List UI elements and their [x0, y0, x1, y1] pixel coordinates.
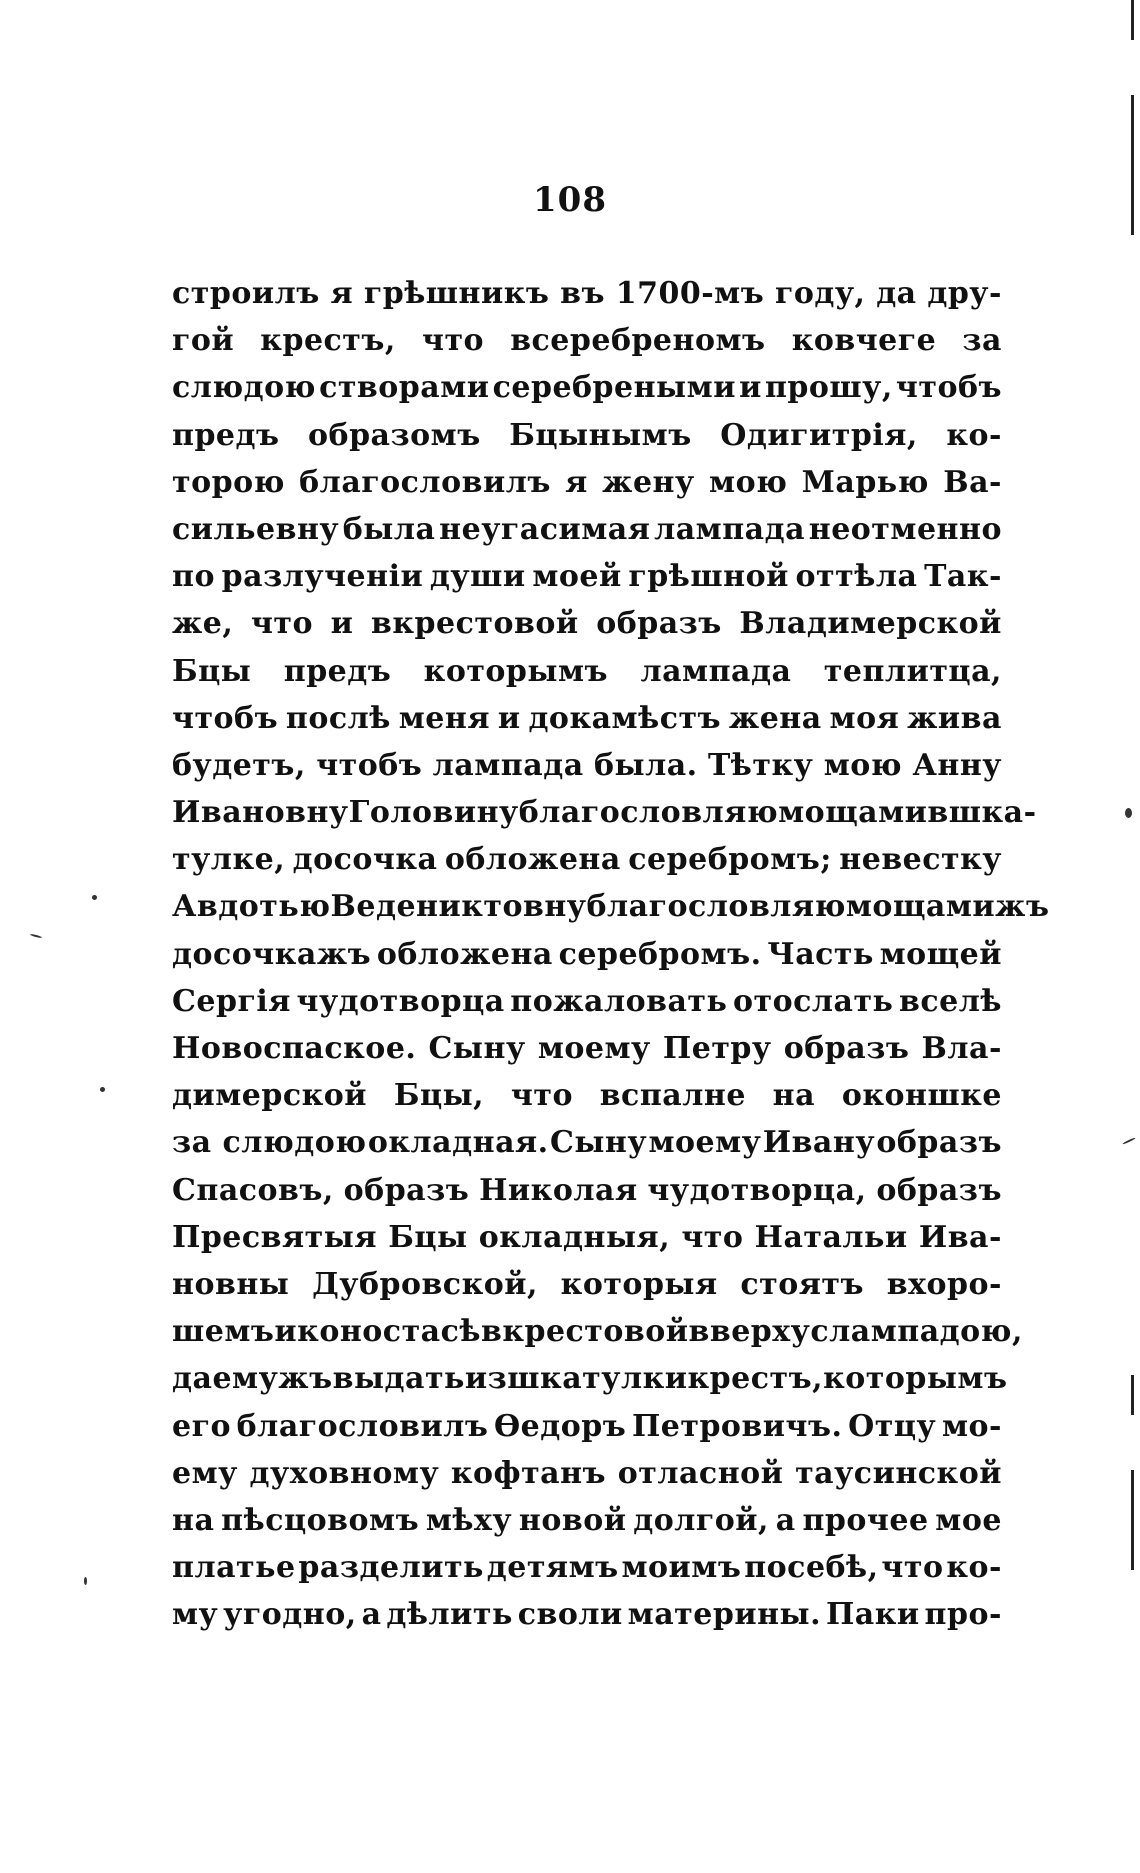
word: неотменно	[808, 511, 1002, 547]
word: была.	[594, 747, 698, 783]
word: кофтанъ	[450, 1455, 607, 1491]
word: жену	[602, 464, 695, 500]
text-line	[172, 1355, 1008, 1402]
text-line	[172, 600, 1002, 647]
scan-edge-mark	[1131, 1375, 1134, 1415]
word: окладныя,	[478, 1219, 671, 1255]
word: Сыну	[428, 1031, 526, 1066]
word: предъ	[283, 653, 392, 689]
word: оттѣла	[795, 559, 918, 595]
word: на	[772, 1078, 816, 1114]
word: образъ	[876, 1125, 1002, 1161]
word: чтобъ	[172, 700, 279, 736]
word: материны.	[627, 1597, 822, 1633]
text-line	[172, 506, 1002, 553]
word: гой	[172, 323, 235, 359]
word: иконостасѣ	[274, 1314, 481, 1350]
text-line	[172, 1072, 1002, 1119]
word: что	[881, 1550, 944, 1586]
word: образъ	[783, 1031, 910, 1066]
word: окладная.	[367, 1125, 549, 1161]
word: ковчеге	[791, 323, 937, 359]
word: Ѳедоръ	[494, 1408, 627, 1444]
word: разделить	[298, 1550, 484, 1586]
word: Сыну	[549, 1125, 648, 1161]
word: Вла-	[921, 1031, 1002, 1066]
word: таусинской	[795, 1455, 1002, 1491]
word: мо-	[941, 1408, 1002, 1444]
word: димерской	[172, 1078, 368, 1114]
word: лампада	[640, 653, 792, 689]
word: вшка-	[927, 795, 1037, 831]
text-line	[172, 648, 1002, 695]
text-line	[172, 1403, 1002, 1450]
word: я	[330, 276, 354, 311]
word: торою	[172, 464, 285, 500]
word: вселѣ	[899, 983, 1002, 1019]
word: дѣлить	[386, 1597, 513, 1633]
word: Николая	[479, 1172, 638, 1208]
text-line	[172, 1497, 1002, 1544]
page-number: 108	[533, 180, 607, 220]
word: 1700-мъ	[615, 276, 765, 311]
text-line	[172, 1261, 1002, 1308]
word: вхоро-	[886, 1266, 1002, 1302]
word: образъ	[596, 606, 722, 642]
word: жена	[728, 700, 822, 736]
word: Бцынымъ	[509, 417, 692, 453]
word: за слюдою	[172, 1125, 367, 1161]
text-line	[172, 1025, 1002, 1072]
word: благословляю	[586, 889, 846, 925]
word: грѣшной	[628, 559, 789, 595]
word: вверху	[688, 1314, 811, 1350]
scan-edge-mark	[1131, 0, 1134, 40]
text-line	[172, 553, 1002, 600]
word: Тѣтку	[707, 747, 814, 783]
word: а	[775, 1502, 796, 1538]
word: отласной	[617, 1455, 784, 1491]
word: мощей	[879, 936, 1002, 972]
word: моему	[537, 1031, 651, 1066]
text-line	[172, 364, 1002, 411]
word: мѣху	[425, 1502, 513, 1538]
word: духовному	[249, 1455, 440, 1491]
word: сильевну	[172, 511, 340, 547]
text-line	[172, 695, 1002, 742]
word: неугасимая	[439, 511, 651, 547]
word: обложена	[444, 842, 621, 878]
word: обложена	[376, 936, 553, 972]
word: серебромъ.	[558, 936, 762, 972]
word: благословилъ	[299, 464, 551, 500]
word: которымъ	[423, 653, 609, 689]
word: лампада	[654, 511, 806, 547]
scan-speck	[84, 1577, 87, 1585]
text-line	[172, 1544, 1002, 1591]
word: вкрестовой	[371, 606, 579, 642]
word: благословилъ	[236, 1408, 489, 1444]
word: шемъ	[172, 1314, 275, 1350]
word: докамѣстъ	[528, 700, 722, 736]
word: мое	[935, 1502, 1002, 1538]
word: Петровичъ.	[631, 1408, 843, 1444]
word: да	[876, 276, 917, 311]
text-line	[172, 1167, 1002, 1214]
word: Владимерской	[739, 606, 1002, 642]
text-line	[172, 270, 1002, 317]
word: ему	[172, 1455, 238, 1491]
word: благословляю	[518, 795, 779, 831]
word: про-	[924, 1597, 1002, 1633]
word: Бцы	[388, 1219, 468, 1255]
word: строилъ	[172, 276, 320, 311]
text-line	[172, 931, 1002, 978]
word: была	[342, 511, 436, 547]
word: Авдотью	[172, 889, 331, 925]
word: Дубровской,	[312, 1266, 538, 1302]
word: и	[497, 700, 521, 736]
word: крестъ,	[687, 1361, 824, 1397]
word: Часть	[767, 936, 874, 972]
word: разлученіи	[221, 559, 424, 595]
word: Отцу	[848, 1408, 937, 1444]
word: мощамижъ	[845, 889, 1050, 925]
word: что	[421, 323, 485, 359]
word: мою	[709, 464, 788, 500]
body-text	[172, 270, 1050, 1638]
text-line	[172, 459, 1002, 506]
word: досочкажъ	[172, 936, 372, 972]
word: посебѣ,	[744, 1550, 879, 1586]
text-line	[172, 1591, 1002, 1638]
word: грѣшникъ	[363, 276, 550, 311]
word: Так-	[924, 559, 1002, 595]
word: чтобъ	[895, 370, 1002, 406]
word: Анну	[912, 747, 1002, 783]
word: образомъ	[308, 417, 481, 453]
word: стоятъ	[740, 1266, 865, 1302]
word: Ва-	[943, 464, 1002, 500]
word: а	[361, 1597, 382, 1633]
word: всеребреномъ	[510, 323, 766, 359]
word: жива	[907, 700, 1002, 736]
word: ко-	[946, 417, 1002, 453]
word: моя	[829, 700, 900, 736]
word: тулке,	[172, 842, 286, 878]
word: му	[172, 1597, 219, 1633]
word: лампада	[432, 747, 584, 783]
word: послѣ	[285, 700, 391, 736]
word: долгой,	[633, 1502, 769, 1538]
word: своли	[517, 1597, 623, 1633]
scan-speck	[92, 895, 97, 900]
word: емужъ	[212, 1361, 333, 1397]
text-line	[172, 317, 1002, 364]
scan-speck	[100, 1087, 105, 1092]
word: образъ	[343, 1172, 470, 1208]
word: на	[172, 1502, 215, 1538]
word: чудотворца,	[647, 1172, 867, 1208]
word: Ивану	[762, 1125, 876, 1161]
text-line	[172, 1119, 1002, 1166]
word: Пресвятыя	[172, 1219, 377, 1255]
word: отослать	[732, 983, 894, 1019]
word: теплитца,	[823, 653, 1002, 689]
word: Бцы	[172, 653, 252, 689]
text-line	[172, 742, 1002, 789]
word: Петру	[662, 1031, 772, 1066]
word: моей	[532, 559, 622, 595]
word: которымъ	[823, 1361, 1008, 1397]
text-line	[172, 883, 1050, 930]
word: будетъ,	[172, 747, 306, 783]
word: серебромъ;	[628, 842, 832, 878]
word: изшкатулки	[464, 1361, 688, 1397]
word: слампадою,	[810, 1314, 1023, 1350]
word: выдать	[332, 1361, 465, 1397]
word: крестъ,	[260, 323, 396, 359]
word: Головину	[348, 795, 519, 831]
scan-speck	[1122, 1137, 1136, 1145]
word: моему	[648, 1125, 762, 1161]
scan-edge-mark	[1131, 1470, 1134, 1570]
word: которыя	[560, 1266, 718, 1302]
word: чтобъ	[316, 747, 423, 783]
word: вспалне	[599, 1078, 746, 1114]
word: угодно,	[223, 1597, 357, 1633]
word: по	[172, 559, 215, 595]
word: да	[172, 1361, 213, 1397]
word: меня	[398, 700, 491, 736]
word: досочка	[292, 842, 438, 878]
word: чудотворца	[296, 983, 505, 1019]
text-line	[172, 978, 1002, 1025]
text-line	[172, 789, 1037, 836]
scan-speck	[1125, 808, 1132, 818]
word: году,	[774, 276, 866, 311]
word: новой	[518, 1502, 627, 1538]
word: Ивановну	[172, 795, 349, 831]
word: оконшке	[841, 1078, 1002, 1114]
word: что	[250, 606, 314, 642]
word: души	[429, 559, 526, 595]
word: Сергія	[172, 983, 291, 1019]
word: въ	[560, 276, 605, 311]
word: вкрестовой	[480, 1314, 689, 1350]
word: серебреными	[492, 370, 736, 406]
word: пѣсцовомъ	[221, 1502, 420, 1538]
word: детямъ	[486, 1550, 619, 1586]
word: дру-	[927, 276, 1002, 311]
word: образъ	[876, 1172, 1002, 1208]
word: Ведениктовну	[330, 889, 587, 925]
word: мощами	[778, 795, 928, 831]
word: прочее	[802, 1502, 929, 1538]
word: Паки	[825, 1597, 920, 1633]
word: моимъ	[621, 1550, 742, 1586]
word: что	[510, 1078, 573, 1114]
word: же,	[172, 606, 234, 642]
word: новны	[172, 1266, 290, 1302]
word: мою	[823, 747, 903, 783]
text-line	[172, 836, 1002, 883]
word: Марью	[801, 464, 929, 500]
word: Ива-	[918, 1219, 1002, 1255]
word: Спасовъ,	[172, 1172, 334, 1208]
word: слюдою	[172, 370, 316, 406]
word: Новоспаское.	[172, 1031, 417, 1066]
word: я	[565, 464, 588, 500]
word: его	[172, 1408, 231, 1444]
word: пожаловать	[510, 983, 728, 1019]
word: предъ	[172, 417, 280, 453]
scan-speck	[30, 933, 42, 938]
word: платье	[172, 1550, 296, 1586]
word: прошу,	[764, 370, 893, 406]
word: что	[681, 1219, 744, 1255]
word: Одигитрія,	[720, 417, 918, 453]
word: Бцы,	[393, 1078, 485, 1114]
word: за	[962, 323, 1002, 359]
text-line	[172, 1308, 1023, 1355]
text-line	[172, 1450, 1002, 1497]
word: и	[330, 606, 354, 642]
word: и	[739, 370, 762, 406]
word: створами	[319, 370, 490, 406]
word: ко-	[946, 1550, 1002, 1586]
text-line	[172, 1214, 1002, 1261]
word: Натальи	[754, 1219, 908, 1255]
text-line	[172, 412, 1002, 459]
word: невестку	[839, 842, 1002, 878]
